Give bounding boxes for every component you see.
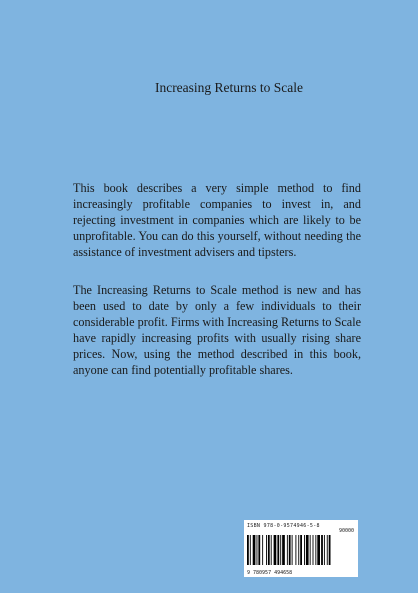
barcode-bar: [310, 535, 311, 565]
barcode-bar: [277, 535, 279, 565]
barcode-bar: [258, 535, 260, 565]
barcode-bar: [282, 535, 285, 565]
barcode-addon: 90000: [338, 528, 354, 534]
barcode-bar: [250, 535, 251, 565]
barcode-bar: [253, 535, 256, 565]
barcode-bar: [266, 535, 267, 565]
barcode-bar: [298, 535, 299, 565]
barcode-bar: [292, 535, 293, 565]
barcode-bars: [247, 535, 355, 569]
barcode-bar: [262, 535, 263, 565]
barcode-bar: [289, 535, 291, 565]
barcode-bar: [315, 535, 316, 565]
barcode-bar: [324, 535, 325, 565]
isbn-text: ISBN 978-0-9574946-5-8: [247, 523, 320, 529]
barcode-bar: [295, 535, 296, 565]
barcode-bar: [313, 535, 314, 565]
barcode-bar: [287, 535, 288, 565]
barcode-bar: [329, 535, 331, 565]
barcode-bar: [327, 535, 328, 565]
barcode-bar: [300, 535, 302, 565]
barcode-bar: [274, 535, 277, 565]
barcode-bar: [306, 535, 309, 565]
barcode-bar: [321, 535, 323, 565]
barcode-bar: [304, 535, 305, 565]
blurb-paragraph-2: The Increasing Returns to Scale method is new and has been used to date by only a few individuals to their considerable profit. Firms with Increasing Returns to Scale have rapidly increasing profits with usually rising share prices. Now, using the method described in this book, anyone can find potentially profitable shares.: [73, 283, 361, 377]
barcode-bar: [247, 535, 249, 565]
barcode-bar: [268, 535, 270, 565]
barcode-bar: [280, 535, 281, 565]
book-title: Increasing Returns to Scale: [154, 80, 304, 95]
barcode-digits: 9 780957 494658: [247, 570, 293, 576]
barcode-bar: [257, 535, 258, 565]
blurb-paragraph-1: This book describes a very simple method to find increasingly profitable companies to invest in, and rejecting investment in companies which are likely to be unprofitable. You can do this yourself, without needing the assistance of investment advisers and tipsters.: [73, 181, 361, 259]
isbn-barcode: [244, 520, 358, 577]
barcode-bar: [271, 535, 272, 565]
barcode-bar: [317, 535, 320, 565]
